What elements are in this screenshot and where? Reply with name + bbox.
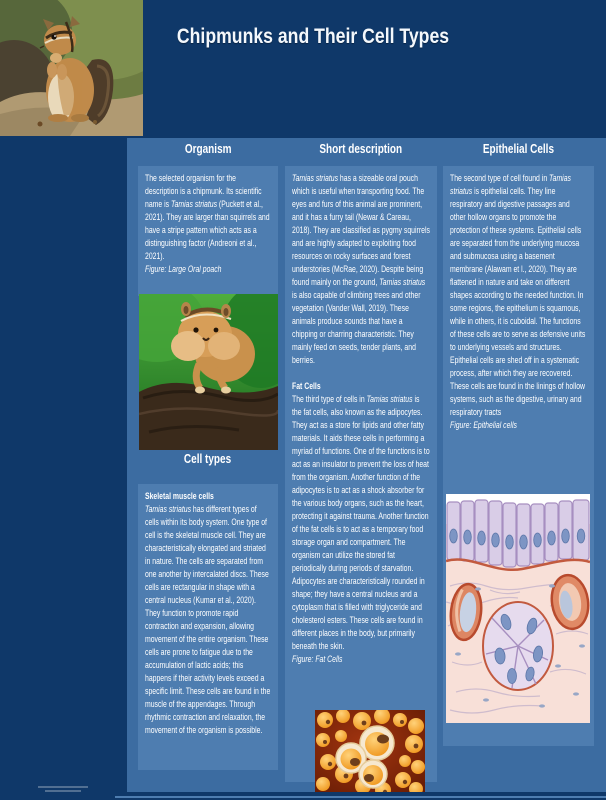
fat-cells-figure [315,710,425,797]
section-header-organism [138,142,278,156]
chipmunk-photo-image [0,0,143,136]
skeletal-muscle-subheading: Skeletal muscle cells [145,491,214,501]
oral-pouch-figure [139,294,278,450]
section-header-cell-types [138,452,278,466]
fat-cells-figure-image [315,710,425,797]
oral-pouch-figure-caption: Figure: Large Oral poach [145,264,222,274]
fine-print-line [45,790,81,792]
fat-cells-subheading: Fat Cells [292,381,321,391]
section-header-epithelial-cells-text: Epithelial Cells [482,142,555,156]
bottom-accent-line [115,796,606,798]
epithelial-figure-caption: Figure: Epithelial cells [450,420,517,430]
section-header-epithelial-cells [443,142,594,156]
organism-text-panel [138,166,278,296]
chipmunk-photo [0,0,143,136]
section-header-cell-types-text: Cell types [184,452,232,466]
epithelial-paragraph: The second type of cell found in Tamias striatus is epithelial cells. They line respiratory and digestive passages and other hollow organs to promote the protection of these systems. Epithelial cells are separated from the underlying mucosa and submucosa using a basement membrane (Alawam et l., 2020). They are flattened in nature and take on different shapes according to the needed function. In some regions, the epithelium is squamous, while in others, it is cuboidal. The functions of these cells are to serve as defensive units to underlying vessels and structures. Epithelial cells are shed off in a systematic process, after which they are recovered. These cells are found in the linings of hollow systems, such as the digestive, urinary and respiratory tracts [450,173,586,417]
poster-title-text: Chipmunks and Their Cell Types [176,25,450,48]
section-header-short-description [285,142,437,156]
skeletal-muscle-text-panel [138,484,278,770]
fat-cells-figure-caption: Figure: Fat Cells [292,654,343,664]
fine-print-line [38,786,88,788]
organism-paragraph: The selected organism for the description is a chipmunk. Its scientific name is Tamias striatus (Puckett et al., 2021). They are larger than squirrels and have a stripe pattern which acts as a distinguishing factor (Andreoni et al., 2021). [145,173,270,261]
fat-cells-paragraph: The third type of cells in Tamias striatus is the fat cells, also known as the adipocytes. They act as a store for lipids and other fatty materials. It aids these cells in performing a myriad of functions. One of the functions is to act as an insulator to prevent the loss of heat from the organism. Another function of the adipocytes is to act as a shock absorber for the various body organs, such as the heart, protecting it against trauma. Another function of the fat cells is to act as a temporary food storage organ and compartment. The organism can utilize the stored fat periodically during periods of starvation. Adipocytes are characteristically rounded in shape; they have a central nucleus and a cytoplasm that is filled with triglyceride and cholesterol esters. These cells are found in different places in the body, but primarily beneath the skin. [292,394,430,651]
oral-pouch-figure-image [139,294,278,450]
short-description-paragraph: Tamias striatus has a sizeable oral pouch which is useful when transporting food. The eyes and furs of this animal are prominent, and it has a furry tail (Newar & Careau, 2018). They are classified as pygmy squirrels and are highly adapted to exploiting food resources on rocky surfaces and forest understories (McRae, 2020). Despite being found mainly on the ground, Tamias striatus is also capable of climbing trees and other vegetation (Vander Wall, 2019). These animals produce sounds that have a chipping or charring characteristic. They mainly feed on seeds, tender plants, and berries. [292,173,430,365]
section-header-short-description-text: Short description [319,142,403,156]
skeletal-muscle-paragraph: Tamias striatus has different types of cells within its body system. One type of cell is the skeletal muscle cell. They are characteristically elongated and striated in nature. The cells are separated from one another by intercalated discs. These cells are rectangular in shape with a central nucleus (Kumar et al., 2020). They function to promote rapid contraction and expansion, allowing movement of the entire organism. These cells are prone to fatigue due to the accumulation of lactic acids; this happens if their activity levels exceed a specific limit. These cells are found in the muscle of the appendages. Through rhythmic contraction and relaxation, the movement of the organism is possible. [145,504,271,735]
epithelial-cells-figure-image [446,494,590,723]
section-header-organism-text: Organism [184,142,232,156]
short-description-text-panel [285,166,437,782]
epithelial-cells-figure [446,494,590,723]
